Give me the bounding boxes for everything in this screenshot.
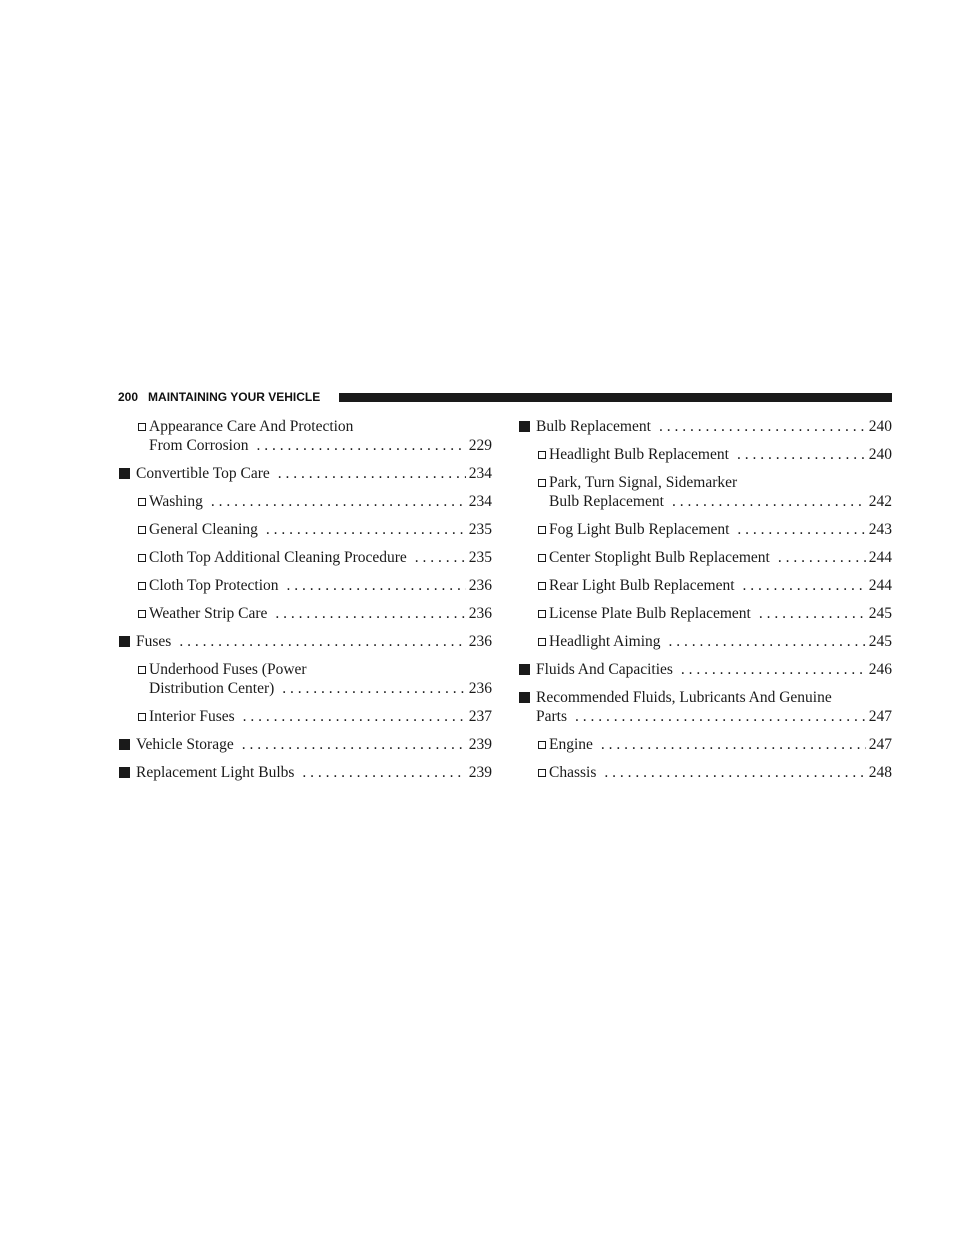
dot-leader [743, 576, 866, 595]
dot-leader [575, 707, 866, 726]
hollow-square-bullet-icon [538, 473, 547, 492]
dot-leader [737, 445, 866, 464]
toc-page-number: 244 [868, 549, 892, 566]
filled-square-bullet-icon [518, 688, 531, 707]
toc-subsection-entry[interactable] [118, 548, 492, 567]
toc-page-number: 242 [868, 493, 892, 510]
toc-subsection-entry[interactable] [118, 576, 492, 595]
filled-square-bullet-icon [518, 417, 531, 436]
dot-leader [669, 632, 866, 651]
hollow-square-bullet-icon [538, 735, 547, 754]
toc-entry-title: Fluids And Capacities [536, 661, 673, 678]
toc-entry-title: Fuses [136, 633, 172, 650]
toc-page-number: 244 [868, 577, 892, 594]
toc-subsection-entry[interactable] [518, 763, 892, 782]
toc-page-number: 245 [868, 605, 892, 622]
toc-page-number: 243 [868, 521, 892, 538]
toc-entry-title: Bulb Replacement [536, 418, 651, 435]
toc-page-number: 248 [868, 764, 892, 781]
dot-leader [737, 520, 865, 539]
toc-entry-title: Headlight Bulb Replacement [549, 446, 729, 463]
toc-page-number: 245 [868, 633, 892, 650]
dot-leader [681, 660, 866, 679]
hollow-square-bullet-icon [138, 604, 147, 623]
dot-leader [282, 679, 465, 698]
toc-entry-title: Cloth Top Additional Cleaning Procedure [149, 549, 407, 566]
dot-leader [287, 576, 466, 595]
toc-subsection-entry[interactable] [118, 492, 492, 511]
toc-section-entry[interactable] [118, 632, 492, 651]
hollow-square-bullet-icon [138, 576, 147, 595]
toc-entry-title: Headlight Aiming [549, 633, 661, 650]
toc-page-number: 236 [468, 633, 492, 650]
hollow-square-bullet-icon [538, 576, 547, 595]
toc-subsection-entry[interactable] [518, 632, 892, 651]
toc-page-number: 235 [468, 521, 492, 538]
page-header [118, 389, 892, 405]
toc-entry-title: Center Stoplight Bulb Replacement [549, 549, 770, 566]
dot-leader [179, 632, 465, 651]
toc-section-entry[interactable] [118, 464, 492, 483]
toc-page-number: 236 [468, 605, 492, 622]
toc-page-number: 240 [868, 418, 892, 435]
toc-subsection-entry[interactable] [518, 548, 892, 567]
toc-entry-title: Engine [549, 736, 593, 753]
toc-subsection-entry[interactable] [518, 473, 892, 511]
toc-entry-title: Appearance Care And Protection [149, 418, 354, 435]
dot-leader [604, 763, 865, 782]
toc-subsection-entry[interactable] [518, 576, 892, 595]
toc-page-number: 237 [468, 708, 492, 725]
toc-entry-title: Convertible Top Care [136, 465, 270, 482]
toc-entry-title: Distribution Center) [149, 680, 275, 697]
toc-entry-title: Fog Light Bulb Replacement [549, 521, 730, 538]
page-number: 200 [118, 390, 139, 404]
toc-section-entry[interactable] [518, 688, 892, 726]
filled-square-bullet-icon [118, 632, 131, 651]
toc-subsection-entry[interactable] [518, 520, 892, 539]
toc-subsection-entry[interactable] [118, 660, 492, 698]
toc-entry-title: Chassis [549, 764, 597, 781]
toc-page-number: 234 [468, 465, 492, 482]
dot-leader [278, 464, 466, 483]
toc-section-entry[interactable] [118, 735, 492, 754]
toc-entry-title: License Plate Bulb Replacement [549, 605, 751, 622]
toc-page-number: 240 [868, 446, 892, 463]
dot-leader [275, 604, 465, 623]
toc-page-number: 235 [468, 549, 492, 566]
toc-entry-title: Parts [536, 708, 567, 725]
hollow-square-bullet-icon [138, 492, 147, 511]
hollow-square-bullet-icon [538, 604, 547, 623]
toc-entry-title: Replacement Light Bulbs [136, 764, 295, 781]
toc-right-column [518, 417, 892, 791]
toc-subsection-entry[interactable] [518, 735, 892, 754]
dot-leader [243, 707, 466, 726]
toc-page-number: 239 [468, 736, 492, 753]
hollow-square-bullet-icon [538, 548, 547, 567]
hollow-square-bullet-icon [138, 707, 147, 726]
toc-page-number: 247 [868, 736, 892, 753]
dot-leader [778, 548, 866, 567]
hollow-square-bullet-icon [138, 417, 147, 436]
header-rule [339, 393, 892, 402]
dot-leader [672, 492, 866, 511]
toc-left-column [118, 417, 492, 791]
toc-entry-title: Park, Turn Signal, Sidemarker [549, 474, 738, 491]
filled-square-bullet-icon [118, 464, 131, 483]
dot-leader [242, 735, 466, 754]
toc-subsection-entry[interactable] [118, 417, 492, 455]
toc-section-entry[interactable] [118, 763, 492, 782]
toc-page-number: 247 [868, 708, 892, 725]
toc-page-number: 239 [468, 764, 492, 781]
section-title: MAINTAINING YOUR VEHICLE [148, 390, 321, 404]
hollow-square-bullet-icon [138, 660, 147, 679]
hollow-square-bullet-icon [538, 520, 547, 539]
hollow-square-bullet-icon [538, 445, 547, 464]
toc-page-number: 234 [468, 493, 492, 510]
toc-entry-title: Cloth Top Protection [149, 577, 279, 594]
filled-square-bullet-icon [518, 660, 531, 679]
toc-page-number: 246 [868, 661, 892, 678]
hollow-square-bullet-icon [538, 763, 547, 782]
filled-square-bullet-icon [118, 735, 131, 754]
dot-leader [211, 492, 466, 511]
toc-subsection-entry[interactable] [118, 707, 492, 726]
toc-entry-title: Interior Fuses [149, 708, 235, 725]
hollow-square-bullet-icon [538, 632, 547, 651]
toc-page-number: 229 [468, 437, 492, 454]
toc-subsection-entry[interactable] [118, 520, 492, 539]
filled-square-bullet-icon [118, 763, 131, 782]
dot-leader [256, 436, 465, 455]
dot-leader [302, 763, 465, 782]
dot-leader [659, 417, 866, 436]
toc-entry-title: Vehicle Storage [136, 736, 234, 753]
toc-section-entry[interactable] [518, 660, 892, 679]
toc-entry-title: Recommended Fluids, Lubricants And Genuine [536, 689, 832, 706]
toc-page-number: 236 [468, 680, 492, 697]
dot-leader [266, 520, 466, 539]
toc-entry-title: General Cleaning [149, 521, 258, 538]
dot-leader [601, 735, 866, 754]
toc-subsection-entry[interactable] [518, 604, 892, 623]
toc-page-number: 236 [468, 577, 492, 594]
toc-entry-title: Bulb Replacement [549, 493, 664, 510]
toc-entry-title: Washing [149, 493, 203, 510]
hollow-square-bullet-icon [138, 548, 147, 567]
toc-entry-title: Rear Light Bulb Replacement [549, 577, 735, 594]
dot-leader [415, 548, 466, 567]
toc-entry-title: Weather Strip Care [149, 605, 268, 622]
toc-entry-title: From Corrosion [149, 437, 249, 454]
toc-entry-title: Underhood Fuses (Power [149, 661, 307, 678]
toc-subsection-entry[interactable] [118, 604, 492, 623]
toc-subsection-entry[interactable] [518, 445, 892, 464]
toc-section-entry[interactable] [518, 417, 892, 436]
hollow-square-bullet-icon [138, 520, 147, 539]
dot-leader [759, 604, 866, 623]
